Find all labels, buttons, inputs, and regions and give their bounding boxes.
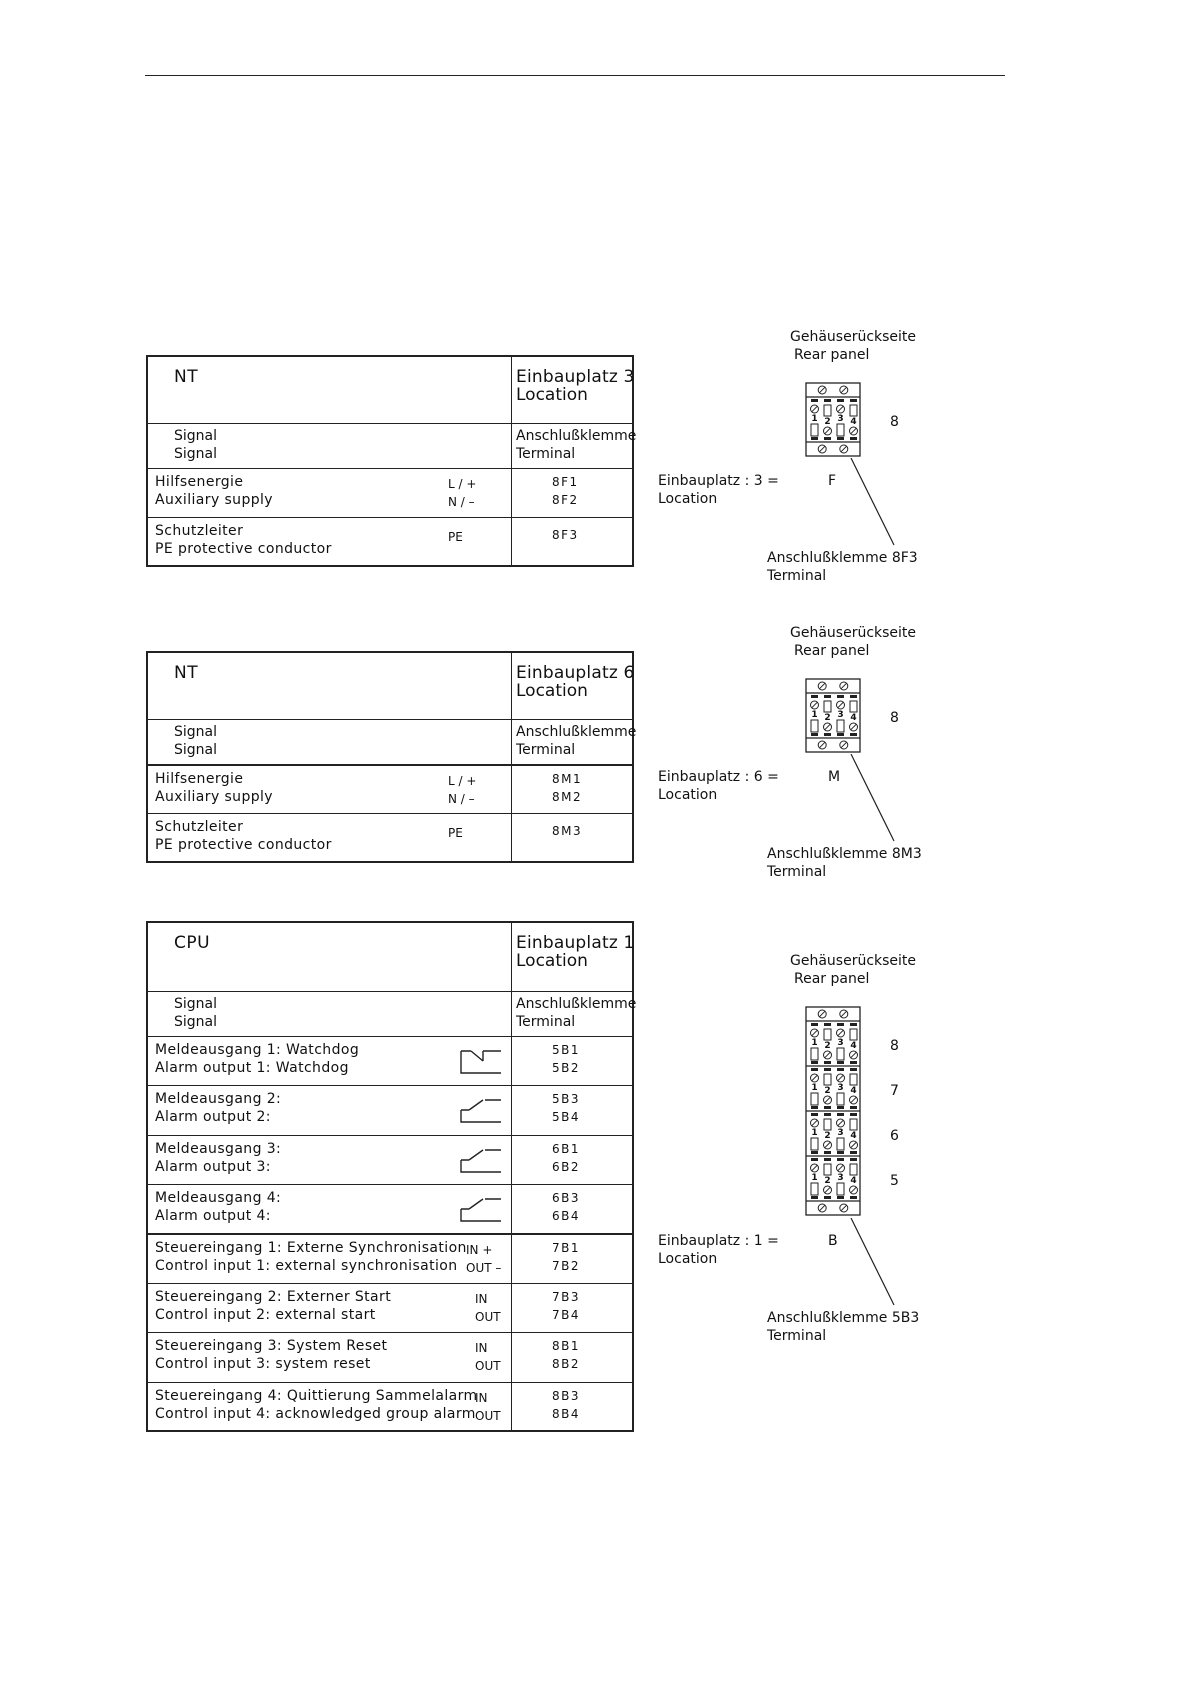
pin-label: 4 [850,1086,857,1096]
terminal-block-icon [804,1006,864,1226]
pin-label: 2 [824,1086,831,1096]
terminal-value-2: 6B4 [552,1209,581,1223]
pin-label: 3 [837,1083,844,1093]
pin-label: 1 [811,1083,818,1093]
rear-panel-label-de: Gehäuserückseite [790,625,917,641]
module-name: NT [174,367,199,387]
slot-number: 8 [890,710,899,726]
polarity-2: N / – [448,495,475,509]
relay-nc-contact-icon [459,1047,503,1077]
slot-number: 6 [890,1128,899,1144]
polarity-2: OUT [475,1359,501,1373]
table-nt-slot-6 [146,651,637,863]
terminal-label-en: Terminal [516,446,576,462]
signal-de: Schutzleiter [155,819,244,835]
signal-de: Meldeausgang 4: [155,1190,282,1206]
table-row [148,1283,632,1332]
polarity-1: IN [475,1391,488,1405]
polarity-1: IN [475,1292,488,1306]
terminal-block-icon [804,382,864,466]
signal-en: Control input 2: external start [155,1307,376,1323]
polarity-2: OUT [475,1310,501,1324]
terminal-value-2: 8B4 [552,1407,581,1421]
terminal-value-2: 6B2 [552,1160,581,1174]
terminal-callout-en: Terminal [767,1328,827,1344]
signal-en: Alarm output 4: [155,1208,271,1224]
leader-line [850,1218,900,1308]
terminal-value-2: 5B2 [552,1061,581,1075]
table-cpu-slot-1 [146,921,637,1432]
terminal-callout-de: Anschlußklemme 8F3 [767,550,918,566]
table-row [148,1085,632,1135]
location-label-en: Location [516,951,588,971]
terminal-value-1: 8B3 [552,1389,581,1403]
location-label-en: Location [516,681,588,701]
signal-en: Alarm output 2: [155,1109,271,1125]
signal-en: PE protective conductor [155,837,332,853]
location-label-en: Location [516,385,588,405]
table-row [148,764,632,813]
terminal-callout-de: Anschlußklemme 5B3 [767,1310,920,1326]
location-letter: M [828,769,841,785]
terminal-value-2: 8M2 [552,790,583,804]
terminal-value-1: 7B3 [552,1290,581,1304]
slot-number: 5 [890,1173,899,1189]
pin-label: 2 [824,1176,831,1186]
location-label-de: Einbauplatz : 1 = [658,1233,779,1249]
location-label-de: Einbauplatz : 6 = [658,769,779,785]
terminal-value-2: 8F2 [552,493,579,507]
leader-line [850,754,900,844]
module-name: CPU [174,933,211,953]
signal-label-en: Signal [174,1014,218,1030]
signal-en: Auxiliary supply [155,492,273,508]
relay-no-contact-icon [459,1195,503,1225]
signal-de: Meldeausgang 3: [155,1141,282,1157]
terminal-value-2: 7B4 [552,1308,581,1322]
location-letter: F [828,473,837,489]
top-rule [145,75,1005,76]
polarity-1: IN + [466,1243,493,1257]
signal-label-de: Signal [174,428,218,444]
pin-label: 1 [811,1173,818,1183]
pin-label: 4 [850,713,857,723]
terminal-block-icon [804,678,864,762]
signal-label-de: Signal [174,996,218,1012]
polarity-1: PE [448,826,463,840]
slot-number: 7 [890,1083,899,1099]
table-subheader-row [148,991,637,1036]
terminal-value-1: 8M3 [552,824,583,838]
pin-label: 1 [811,710,818,720]
table-nt-slot-3 [146,355,637,567]
polarity-2: OUT – [466,1261,502,1275]
terminal-callout-de: Anschlußklemme 8M3 [767,846,922,862]
signal-de: Meldeausgang 2: [155,1091,282,1107]
location-label-de: Einbauplatz 1 [516,933,635,953]
terminal-value-1: 8B1 [552,1339,581,1353]
terminal-label-de: Anschlußklemme [516,996,637,1012]
polarity-1: IN [475,1341,488,1355]
signal-en: Auxiliary supply [155,789,273,805]
signal-label-en: Signal [174,742,218,758]
rear-panel-label-de: Gehäuserückseite [790,953,917,969]
signal-en: PE protective conductor [155,541,332,557]
pin-label: 2 [824,713,831,723]
terminal-label-en: Terminal [516,742,576,758]
signal-de: Steuereingang 1: Externe Synchronisation [155,1240,467,1256]
terminal-label-de: Anschlußklemme [516,724,637,740]
table-header-row [148,653,635,719]
table-subheader-row [148,423,637,468]
terminal-value-1: 8F3 [552,528,579,542]
signal-de: Steuereingang 3: System Reset [155,1338,388,1354]
pin-label: 4 [850,1131,857,1141]
pin-label: 3 [837,1173,844,1183]
signal-en: Control input 1: external synchronisation [155,1258,458,1274]
signal-de: Steuereingang 2: Externer Start [155,1289,392,1305]
pin-label: 4 [850,1041,857,1051]
rear-panel-label-de: Gehäuserückseite [790,329,917,345]
polarity-1: L / + [448,774,477,788]
pin-label: 2 [824,417,831,427]
leader-line [850,458,900,548]
location-label-en: Location [658,491,718,507]
table-row [148,1332,632,1382]
location-letter: B [828,1233,838,1249]
terminal-value-2: 5B4 [552,1110,581,1124]
terminal-value-1: 5B3 [552,1092,581,1106]
terminal-value-1: 5B1 [552,1043,581,1057]
terminal-callout-en: Terminal [767,568,827,584]
table-row [148,1036,632,1085]
location-label-de: Einbauplatz 3 [516,367,635,387]
module-name: NT [174,663,199,683]
table-header-row [148,357,635,423]
pin-label: 4 [850,417,857,427]
table-row [148,517,632,565]
terminal-label-de: Anschlußklemme [516,428,637,444]
terminal-callout-en: Terminal [767,864,827,880]
pin-label: 3 [837,1038,844,1048]
table-row [148,813,632,861]
location-label-en: Location [658,1251,718,1267]
polarity-1: L / + [448,477,477,491]
rear-panel-label-en: Rear panel [794,347,870,363]
slot-number: 8 [890,1038,899,1054]
pin-label: 2 [824,1131,831,1141]
slot-number: 8 [890,414,899,430]
terminal-value-2: 7B2 [552,1259,581,1273]
pin-label: 2 [824,1041,831,1051]
table-row [148,468,632,517]
terminal-value-1: 8M1 [552,772,583,786]
location-label-en: Location [658,787,718,803]
pin-label: 4 [850,1176,857,1186]
table-header-row [148,923,635,991]
table-subheader-row [148,719,637,764]
pin-label: 1 [811,414,818,424]
terminal-value-1: 6B3 [552,1191,581,1205]
table-row [148,1233,632,1283]
pin-label: 3 [837,1128,844,1138]
location-label-de: Einbauplatz : 3 = [658,473,779,489]
signal-en: Alarm output 1: Watchdog [155,1060,349,1076]
signal-en: Control input 4: acknowledged group alarm [155,1406,476,1422]
polarity-1: PE [448,530,463,544]
signal-de: Schutzleiter [155,523,244,539]
rear-panel-label-en: Rear panel [794,971,870,987]
terminal-value-2: 8B2 [552,1357,581,1371]
signal-en: Control input 3: system reset [155,1356,371,1372]
table-row [148,1382,632,1430]
signal-en: Alarm output 3: [155,1159,271,1175]
rear-panel-label-en: Rear panel [794,643,870,659]
location-label-de: Einbauplatz 6 [516,663,635,683]
signal-de: Hilfsenergie [155,474,244,490]
relay-no-contact-icon [459,1096,503,1126]
signal-label-en: Signal [174,446,218,462]
terminal-label-en: Terminal [516,1014,576,1030]
pin-label: 1 [811,1128,818,1138]
terminal-value-1: 7B1 [552,1241,581,1255]
relay-no-contact-icon [459,1146,503,1176]
table-row [148,1184,632,1233]
pin-label: 3 [837,414,844,424]
signal-label-de: Signal [174,724,218,740]
signal-de: Meldeausgang 1: Watchdog [155,1042,360,1058]
table-row [148,1135,632,1184]
polarity-2: OUT [475,1409,501,1423]
terminal-value-1: 6B1 [552,1142,581,1156]
terminal-value-1: 8F1 [552,475,579,489]
signal-de: Steuereingang 4: Quittierung Sammelalarm [155,1388,478,1404]
polarity-2: N / – [448,792,475,806]
pin-label: 1 [811,1038,818,1048]
pin-label: 3 [837,710,844,720]
signal-de: Hilfsenergie [155,771,244,787]
